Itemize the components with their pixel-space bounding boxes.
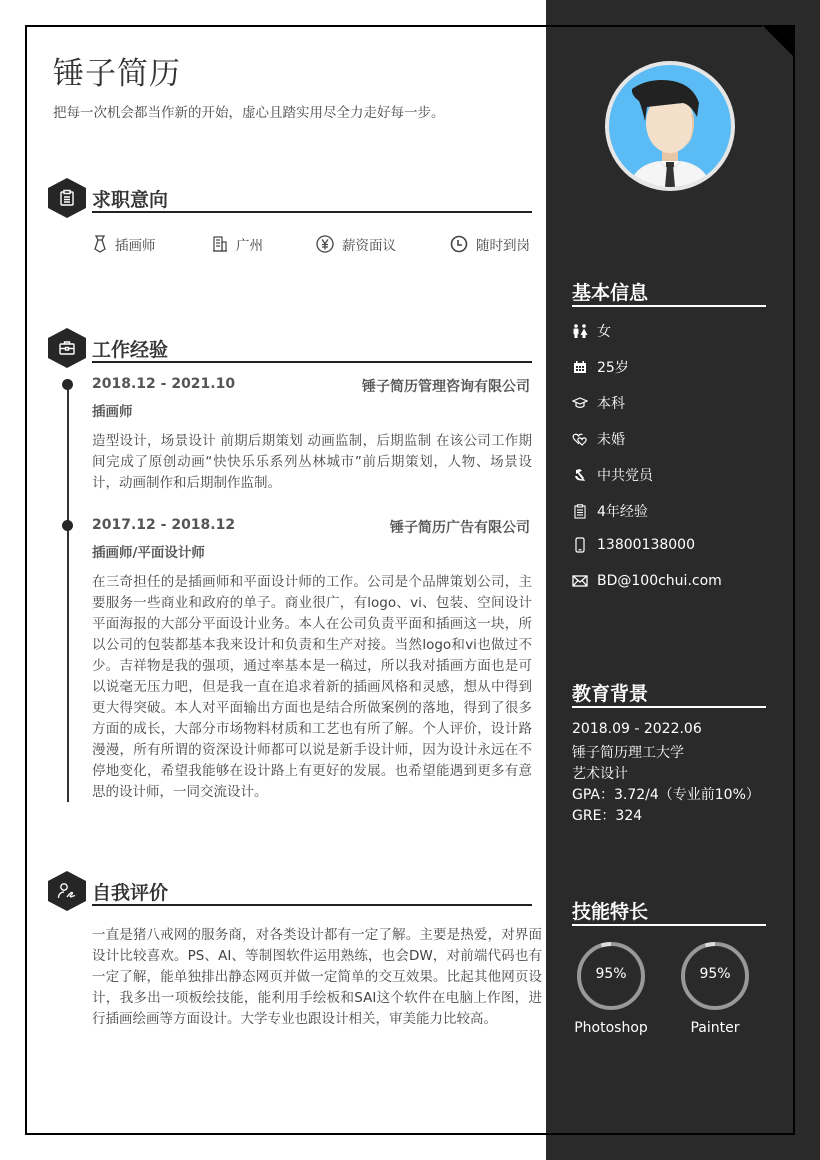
party-emblem-icon bbox=[572, 467, 588, 483]
job-role: 插画师/平面设计师 bbox=[92, 545, 205, 561]
briefcase-icon bbox=[48, 328, 86, 368]
tie-icon bbox=[93, 235, 107, 253]
sidebar-section-title: 基本信息 bbox=[572, 282, 649, 304]
timeline-dot bbox=[62, 379, 73, 390]
frame-border bbox=[793, 25, 795, 1135]
section-header-work bbox=[48, 328, 532, 368]
yen-icon bbox=[316, 235, 334, 253]
resume-title: 锤子简历 bbox=[53, 56, 181, 92]
person-edit-icon bbox=[48, 871, 86, 911]
info-gender bbox=[572, 321, 611, 341]
timeline-dot bbox=[62, 520, 73, 531]
job-description: 在三奇担任的是插画师和平面设计师的工作。公司是个品牌策划公司，主要服务一些商业和政府的单子。商业很广，有logo、vi、包装、空间设计平面海报的大部分平面设计业务。本人在公司负责平面和插画这一块，所以公司的包装都基本我来设计和负责和生产对接。当然logo和vi也做过不少。吉祥物是我的强项，通过率基本是一稿过，所以我对插画方面也是可以说毫无压力吧，但是我一直在追求着新的插画风格和灵感，想从中得到更大得突破。本人对平面输出方面也是结合所做案例的落地，得到了很多方面的成长，大部分市场物料材质和工艺也有所了解。个人评价，设计路漫漫，所有所谓的资深设计师都可以说是新手设计师，因为设计永远在不停地变化，希望我能够在设计路上有更好的发展。也希望能遇到更多有意思的设计师，一同交流设计。 bbox=[92, 574, 532, 800]
frame-border bbox=[25, 1133, 795, 1135]
calendar-icon bbox=[572, 359, 588, 375]
sidebar-divider bbox=[572, 305, 766, 307]
info-experience bbox=[572, 501, 648, 521]
info-value: 25岁 bbox=[597, 360, 629, 376]
info-political bbox=[572, 465, 653, 485]
intent-salary bbox=[316, 234, 396, 254]
frame-border bbox=[25, 25, 27, 1135]
section-divider bbox=[92, 904, 532, 906]
graduation-cap-icon bbox=[572, 395, 588, 411]
education-gre: GRE：324 bbox=[572, 808, 643, 824]
clock-icon bbox=[450, 235, 468, 253]
job-date: 2017.12 - 2018.12 bbox=[92, 517, 236, 533]
job-date: 2018.12 - 2021.10 bbox=[92, 376, 236, 392]
sidebar-divider bbox=[572, 706, 766, 708]
job-role: 插画师 bbox=[92, 404, 133, 420]
skill-painter bbox=[680, 941, 750, 1036]
education-school: 锤子简历理工大学 bbox=[572, 745, 684, 761]
info-value: 4年经验 bbox=[597, 504, 648, 520]
intent-city bbox=[212, 234, 263, 254]
section-header-intent bbox=[48, 178, 532, 218]
intent-label: 广州 bbox=[236, 238, 263, 254]
skill-photoshop bbox=[576, 941, 646, 1036]
skill-percent: 95% bbox=[699, 966, 731, 982]
education-gpa: GPA：3.72/4（专业前10%） bbox=[572, 787, 760, 803]
self-evaluation-text: 一直是猪八戒网的服务商，对各类设计都有一定了解。主要是热爱，对界面设计比较喜欢。PS、AI、等制图软件运用熟练，也会DW，对前端代码也有一定了解，能单独排出静态网页并做一定简单的交互效果。比起其他网页设计，我多出一项板绘技能，能利用手绘板和SAI这个软件在电脑上作图，进行插画绘画等方面设计。大学专业也跟设计相关，审美能力比较高。 bbox=[92, 927, 542, 1027]
building-icon bbox=[212, 236, 228, 252]
section-header-self bbox=[48, 871, 532, 911]
sidebar-divider bbox=[572, 924, 766, 926]
skill-name: Photoshop bbox=[574, 1020, 648, 1036]
phone-icon bbox=[572, 537, 588, 553]
skill-percent: 95% bbox=[595, 966, 627, 982]
info-email bbox=[572, 573, 722, 589]
job-company: 锤子简历广告有限公司 bbox=[390, 520, 530, 536]
info-value: 中共党员 bbox=[597, 468, 653, 484]
clipboard-icon bbox=[48, 178, 86, 218]
intent-position bbox=[93, 234, 156, 254]
education-dates: 2018.09 - 2022.06 bbox=[572, 721, 702, 737]
section-title: 自我评价 bbox=[92, 882, 169, 904]
hearts-icon bbox=[572, 431, 588, 447]
section-divider bbox=[92, 211, 532, 213]
info-value[interactable]: BD@100chui.com bbox=[597, 573, 722, 589]
mail-icon bbox=[572, 573, 588, 589]
section-title: 工作经验 bbox=[92, 339, 169, 361]
timeline-line bbox=[67, 384, 69, 802]
info-phone bbox=[572, 537, 695, 553]
motto: 把每一次机会都当作新的开始，虚心且踏实用尽全力走好每一步。 bbox=[53, 105, 445, 121]
info-age bbox=[572, 357, 629, 377]
gender-icon bbox=[572, 323, 588, 339]
section-divider bbox=[92, 361, 532, 363]
intent-availability bbox=[450, 234, 530, 254]
section-title: 求职意向 bbox=[92, 189, 169, 211]
info-value[interactable]: 13800138000 bbox=[597, 537, 695, 553]
sidebar-section-title: 技能特长 bbox=[572, 901, 649, 923]
intent-label: 薪资面议 bbox=[342, 238, 396, 254]
intent-label: 插画师 bbox=[115, 238, 156, 254]
job-description: 造型设计，场景设计 前期后期策划 动画监制，后期监制 在该公司工作期间完成了原创动画“快快乐乐系列丛林城市”前后期策划，人物、场景设计，动画制作和后期制作监制。 bbox=[92, 433, 532, 491]
info-value: 本科 bbox=[597, 396, 625, 412]
education-major: 艺术设计 bbox=[572, 766, 628, 782]
job-company: 锤子简历管理咨询有限公司 bbox=[362, 379, 530, 395]
frame-border bbox=[25, 25, 546, 27]
frame-border bbox=[546, 25, 762, 27]
info-marital bbox=[572, 429, 625, 449]
info-education bbox=[572, 393, 625, 413]
info-value: 女 bbox=[597, 324, 611, 340]
info-value: 未婚 bbox=[597, 432, 625, 448]
document-icon bbox=[572, 503, 588, 519]
avatar bbox=[605, 61, 735, 191]
skill-name: Painter bbox=[690, 1020, 740, 1036]
intent-label: 随时到岗 bbox=[476, 238, 530, 254]
sidebar-section-title: 教育背景 bbox=[572, 683, 649, 705]
